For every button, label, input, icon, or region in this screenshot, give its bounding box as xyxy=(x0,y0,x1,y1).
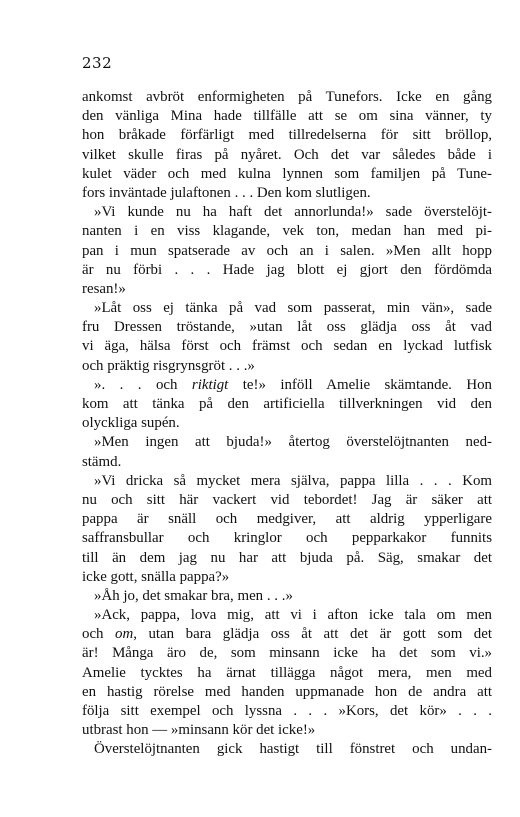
text-line: resan!» xyxy=(82,280,126,297)
text-line: olyckliga supén. xyxy=(82,415,180,432)
text-line: och om, utan bara glädja oss åt att det är gott som det xyxy=(82,626,492,643)
text-line: kulet väder och med kulna lynnen som familjen på Tune- xyxy=(82,165,492,182)
text-line: hon bråkade förfärligt med tillredelserna för sitt bröllop, xyxy=(82,127,492,144)
text-line: ankomst avbröt enformigheten på Tunefors. Icke en gång xyxy=(82,89,492,105)
text-line: och präktig risgrynsgröt . . .» xyxy=(82,357,255,374)
text-line: den vänliga Mina hade tillfälle att se om sina vänner, ty xyxy=(82,108,492,125)
text-line: fru Dressen tröstande, »utan låt oss glädja oss åt vad xyxy=(82,319,492,336)
text-line: fors inväntade julaftonen . . . Den kom slutligen. xyxy=(82,184,371,201)
text-line: pappa är snäll och medgiver, att aldrig ypperligare xyxy=(82,511,492,528)
text-line: utbrast hon — »minsann kör det icke!» xyxy=(82,722,316,739)
text-line: »Vi kunde nu ha haft det annorlunda!» sade överstelöjt- xyxy=(94,204,492,221)
text-line: icke gott, snälla pappa?» xyxy=(82,568,230,585)
text-line: vilket skulle firas på nyåret. Och det var således både i xyxy=(82,146,492,163)
text-line: är! Många äro de, som minsann icke ha det som vi.» xyxy=(82,645,492,662)
text-line: »Ack, pappa, lova mig, att vi i afton icke tala om men xyxy=(94,607,492,624)
text-line: ». . . och riktigt te!» inföll Amelie skämtande. Hon xyxy=(94,376,492,393)
text-line: saffransbullar och kringlor och pepparkakor funnits xyxy=(82,530,492,547)
text-line: »Vi dricka så mycket mera själva, pappa lilla . . . Kom xyxy=(94,472,492,489)
text-line: »Åh jo, det smakar bra, men . . .» xyxy=(94,587,293,604)
text-line: Överstelöjtnanten gick hastigt till fönstret och undan- xyxy=(94,741,492,758)
text-line: till än dem jag nu har att bjuda på. Säg, smakar det xyxy=(82,549,492,566)
text-line: stämd. xyxy=(82,453,122,470)
book-page xyxy=(82,54,492,760)
page-number: 232 xyxy=(82,54,113,72)
text-line: »Men ingen att bjuda!» återtog överstelöjtnanten ned- xyxy=(94,434,492,451)
body-text xyxy=(82,88,492,760)
text-line: »Låt oss ej tänka på vad som passerat, min vän», sade xyxy=(94,300,492,317)
text-line: pan i mun spatserade av och an i salen. »Men allt hopp xyxy=(82,242,492,259)
text-line: är nu förbi . . . Hade jag blott ej gjort den fördömda xyxy=(82,261,492,278)
text-line: nu och sitt här vackert vid tebordet! Jag är säker att xyxy=(82,491,492,508)
text-line: vi äga, hälsa först och främst och sedan en lyckad lutfisk xyxy=(82,338,492,355)
text-line: följa sitt exempel och lyssna . . . »Kors, det kör» . . . xyxy=(82,703,492,719)
text-line: Amelie tycktes ha ärnat tillägga något mera, men med xyxy=(82,664,492,681)
text-line: nanten i en viss klagande, vek ton, medan han med pi- xyxy=(82,223,492,240)
text-line: kom att tänka på den artificiella tillverkningen vid den xyxy=(82,396,492,412)
text-line: en hastig rörelse med handen uppmanade hon de andra att xyxy=(82,683,492,700)
